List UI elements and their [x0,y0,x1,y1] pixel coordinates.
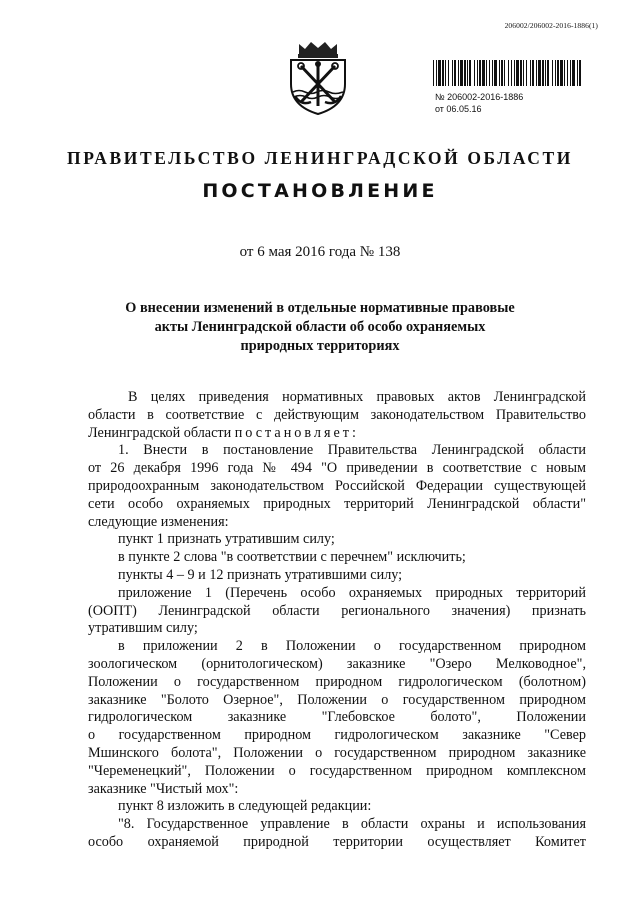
body-line: Положении о государственном природном гидрологическом (болотном) [88,673,586,690]
barcode-icon [433,60,581,86]
body-text-fragment: : [352,424,356,441]
body-line: 1. Внести в постановление Правительства Ленинградской области [118,442,586,459]
body-line: "8. Государственное управление в области охраны и использования [118,816,586,833]
body-line: "Череменецкий", Положении о государственном природном комплексном [88,762,586,779]
decree-subject [100,299,540,356]
body-line: Мшинского болота", Положении о государственном природном заказнике [88,744,586,761]
resolution-keyword: постановляет [234,424,353,441]
list-item: пункты 4 – 9 и 12 признать утратившими силу; [118,566,403,583]
body-line: особо охраняемой природной территории осуществляет Комитет [88,833,586,850]
list-item: в пункте 2 слова "в соответствии с перечнем" исключить; [118,549,466,566]
subject-line: акты Ленинградской области об особо охраняемых [154,319,486,335]
body-line: заказнике "Болото Озерное", Положении о государственном природном [88,691,586,708]
registration-date: от 06.05.16 [435,104,482,114]
body-line: от 26 декабря 1996 года № 494 "О приведении в соответствие с новым [88,460,586,477]
body-line: области в соответствие с действующим законодательством Правительство [88,406,586,423]
body-line: зоологическом (орнитологическом) заказнике "Озеро Мелководное", [88,655,586,672]
registration-number: № 206002-2016-1886 [435,92,524,102]
registration-block [433,60,581,115]
body-line: гидрологическом заказнике "Глебовское болото", Положении [88,709,586,726]
decree-date-number: от 6 мая 2016 года № 138 [239,244,401,260]
body-line: заказнике "Чистый мох": [88,780,239,797]
list-item: пункт 1 признать утратившим силу; [118,531,335,548]
body-line: (ООПТ) Ленинградской области регионального значения) признать [88,602,586,619]
decree-body [88,389,586,852]
body-text-fragment: Ленинградской области [88,424,232,441]
coat-of-arms-icon [285,40,351,116]
document-code: 206002/206002-2016-1886(1) [504,21,598,30]
body-line: В целях приведения нормативных правовых актов Ленинградской [128,389,586,405]
subject-line: О внесении изменений в отдельные нормативные правовые [125,300,515,316]
body-line [88,425,586,443]
document-type-title: ПОСТАНОВЛЕНИЕ [202,180,438,202]
body-line: следующие изменения: [88,513,229,530]
subject-line: природных территориях [240,338,400,354]
body-line: о государственном природном гидрологическом заказнике "Север [88,727,586,744]
government-title: ПРАВИТЕЛЬСТВО ЛЕНИНГРАДСКОЙ ОБЛАСТИ [66,148,574,168]
body-line: сети особо охраняемых природных территорий Ленинградской области" [88,495,586,512]
body-line: пункт 8 изложить в следующей редакции: [118,798,372,815]
body-line: утратившим силу; [88,620,198,637]
body-line: в приложении 2 в Положении о государственном природном [118,638,586,655]
body-line: природоохранным законодательством Российской Федерации существующей [88,477,586,494]
body-line: приложение 1 (Перечень особо охраняемых природных территорий [118,584,586,601]
